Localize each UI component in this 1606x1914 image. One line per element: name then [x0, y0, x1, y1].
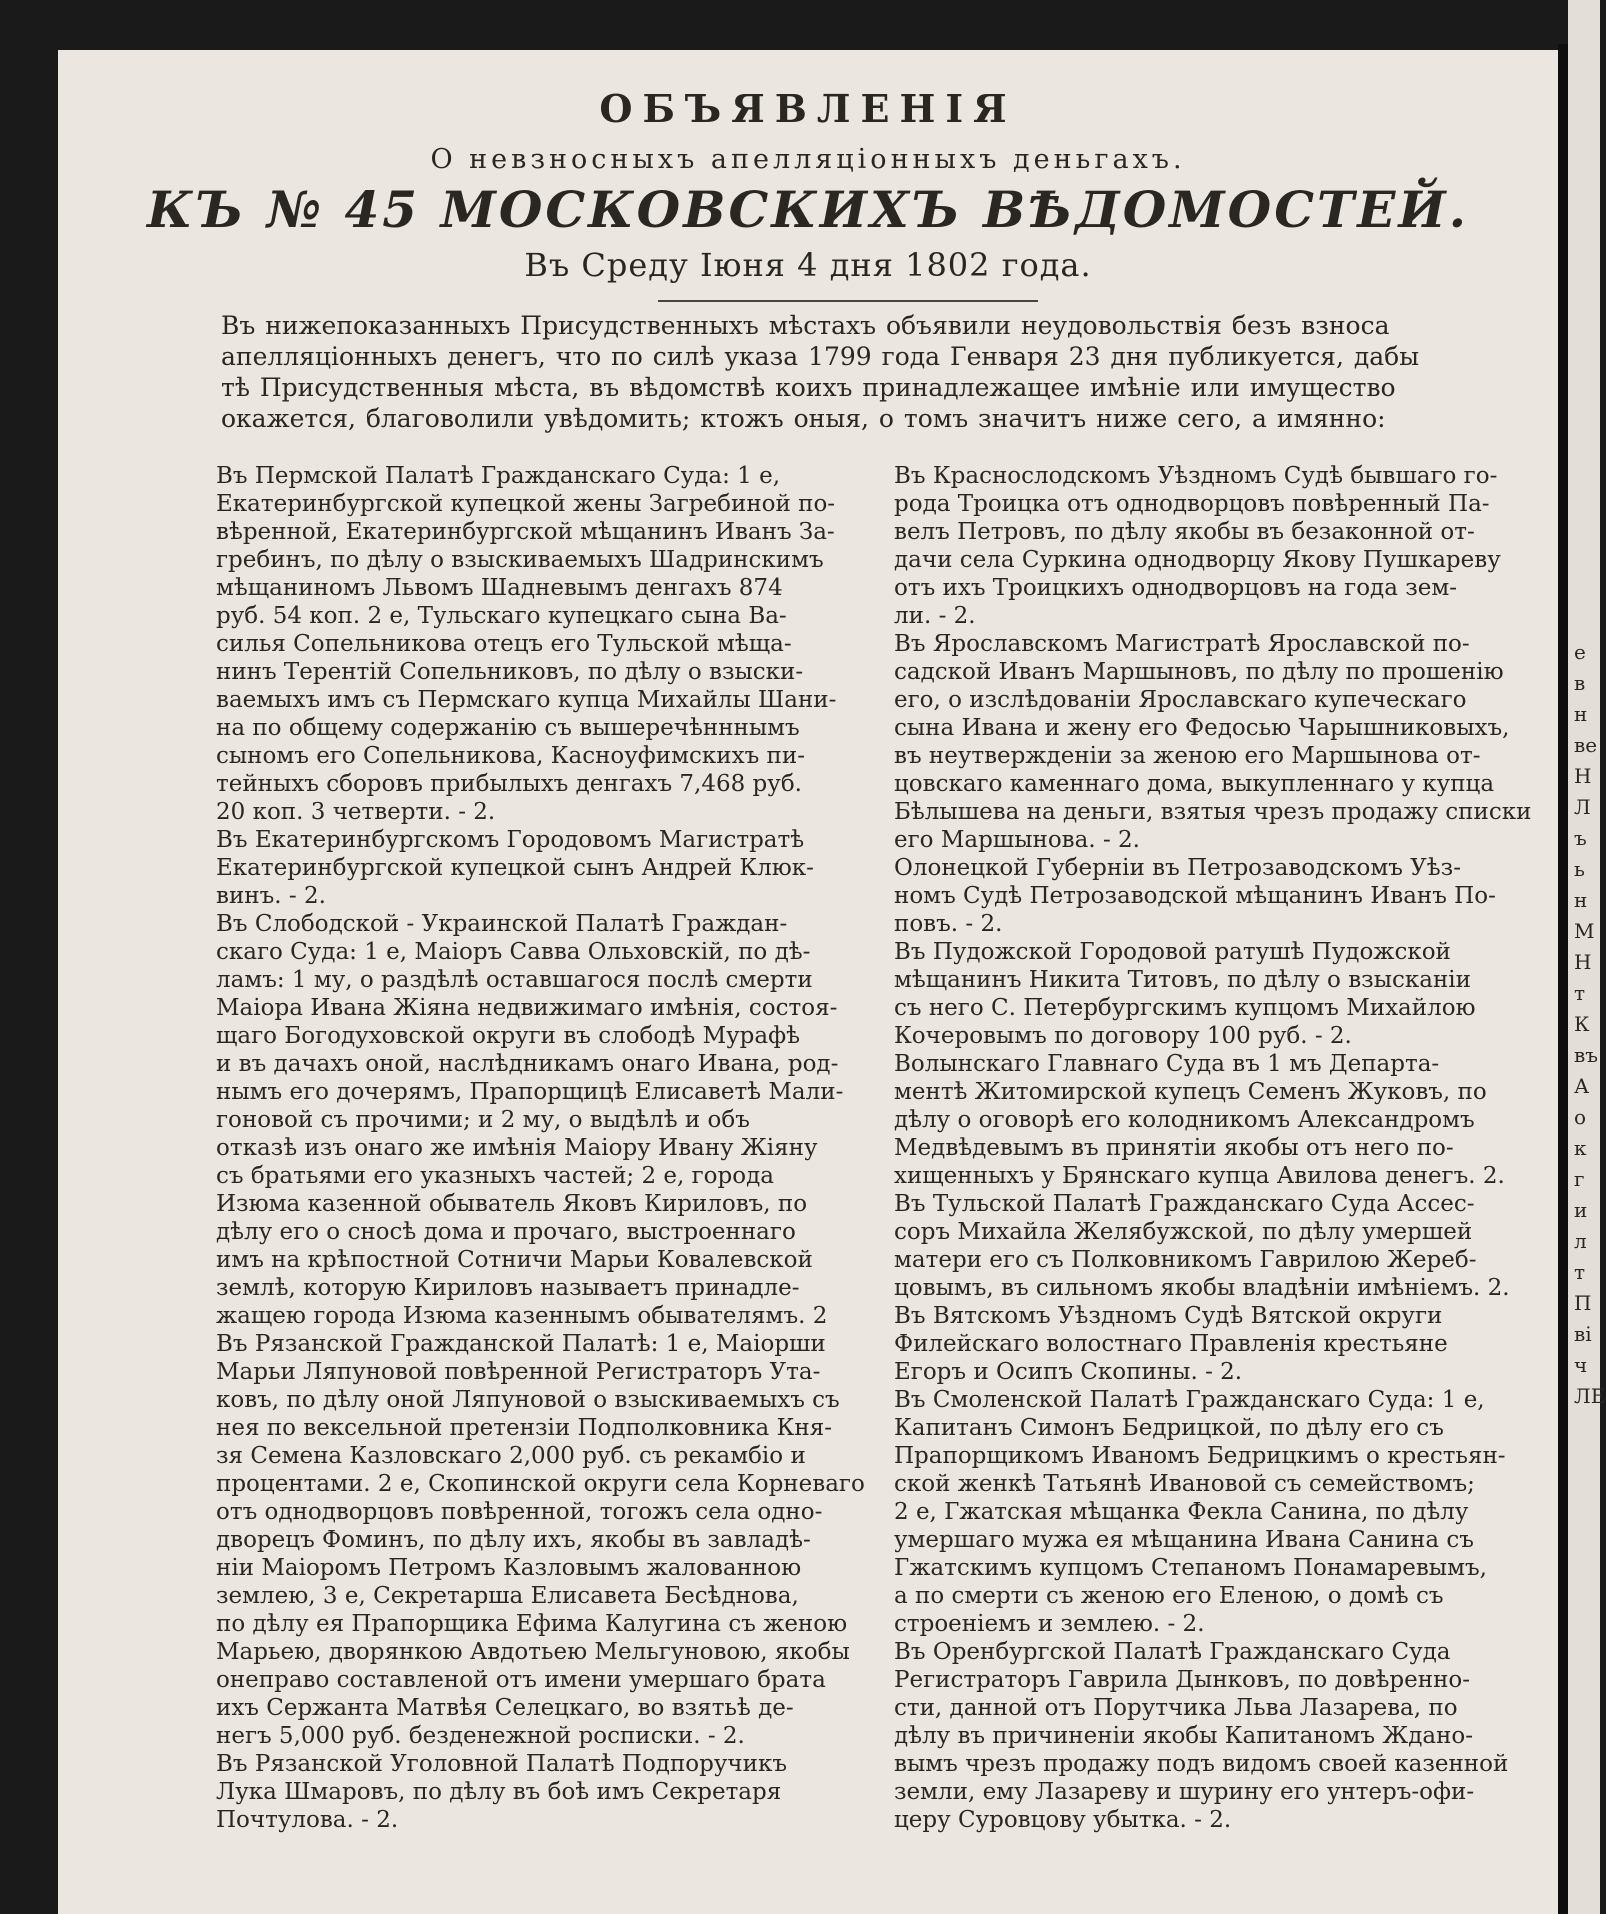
next-page-fragment: Н	[1574, 764, 1592, 788]
intro-line: окажется, благоволили увѣдомить; ктожъ оныя, о томъ значитъ ниже сего, а имянно:	[221, 404, 1386, 433]
text-line: матери его съ Полковникомъ Гаврилою Жереб-	[894, 1247, 1477, 1273]
next-page-fragment: и	[1574, 1198, 1588, 1222]
text-line: ихъ Сержанта Матвѣя Селецкаго, во взятьѣ де-	[216, 1695, 794, 1721]
left-column	[216, 462, 876, 1834]
text-line: негъ 5,000 руб. безденежной росписки. - 2.	[216, 1723, 745, 1749]
text-line: Въ Тульской Палатѣ Гражданскаго Суда Ассес-	[894, 1191, 1475, 1217]
text-line: зя Семена Казловскаго 2,000 руб. съ рекамбіо и	[216, 1443, 806, 1469]
text-line: Волынскаго Главнаго Суда въ 1 мъ Департа-	[894, 1051, 1440, 1077]
next-page-fragment: ЛЕ	[1574, 1384, 1606, 1408]
text-line: Прапорщикомъ Иваномъ Бедрицкимъ о крестьян-	[894, 1443, 1506, 1469]
text-line: Въ Смоленской Палатѣ Гражданскаго Суда: 1 е,	[894, 1387, 1485, 1413]
text-line: тейныхъ сборовъ прибылыхъ денгахъ 7,468 руб.	[216, 771, 802, 797]
text-line: дѣлу въ причиненіи якобы Капитаномъ Ждано-	[894, 1723, 1474, 1749]
next-page-fragment: А	[1574, 1074, 1590, 1098]
text-line: его, о изслѣдованіи Ярославскаго купеческаго	[894, 687, 1467, 713]
text-line: и въ дачахъ оной, наслѣдникамъ онаго Ивана, род-	[216, 1051, 839, 1077]
text-line: съ него С. Петербургскимъ купцомъ Михайлою	[894, 995, 1476, 1021]
text-line: Регистраторъ Гаврила Дынковъ, по довѣренно-	[894, 1667, 1471, 1693]
text-line: 20 коп. 3 четверти. - 2.	[216, 799, 496, 825]
text-line: Въ Пермской Палатѣ Гражданскаго Суда: 1 е,	[216, 463, 781, 489]
text-line: Въ Оренбургской Палатѣ Гражданскаго Суда	[894, 1639, 1451, 1665]
text-line: процентами. 2 е, Скопинской округи села Корневаго	[216, 1471, 865, 1497]
page-subtitle: О невзносныхъ апелляціонныхъ деньгахъ.	[430, 144, 1186, 175]
right-column	[894, 462, 1604, 1834]
text-line: церу Суровцову убытка. - 2.	[894, 1807, 1232, 1833]
next-page-fragment: Н	[1574, 950, 1592, 974]
text-line: строеніемъ и землею. - 2.	[894, 1611, 1205, 1637]
text-line: Почтулова. - 2.	[216, 1807, 399, 1833]
page-gutter	[1558, 44, 1568, 1914]
text-line: Егоръ и Осипъ Скопины. - 2.	[894, 1359, 1243, 1385]
text-line: а по смерти съ женою его Еленою, о домѣ съ	[894, 1583, 1444, 1609]
next-page-fragment: к	[1574, 1136, 1587, 1160]
intro-paragraph	[221, 310, 1606, 434]
intro-line: Въ нижепоказанныхъ Присудственныхъ мѣстахъ объявили неудовольствія безъ взноса	[221, 311, 1390, 340]
text-line: дѣлу его о сносѣ дома и прочаго, выстроеннаго	[216, 1219, 796, 1245]
text-line: повъ. - 2.	[894, 911, 1003, 937]
text-line: Екатеринбургской купецкой сынъ Андрей Клюк-	[216, 855, 814, 881]
intro-line: апелляціонныхъ денегъ, что по силѣ указа 1799 года Генваря 23 дня публикуется, дабы	[221, 342, 1420, 371]
text-line: Гжатскимъ купцомъ Степаномъ Понамаревымъ,	[894, 1555, 1487, 1581]
text-line: земли, ему Лазареву и шурину его унтеръ-офи-	[894, 1779, 1475, 1805]
text-line: сти, данной отъ Порутчика Льва Лазарева, по	[894, 1695, 1458, 1721]
next-page-fragment: в	[1574, 671, 1586, 695]
text-line: руб. 54 коп. 2 е, Тульскаго купецкаго сына Ва-	[216, 603, 787, 629]
text-line: Екатеринбургской купецкой жены Загребиной по-	[216, 491, 836, 517]
text-line: Въ Пудожской Городовой ратушѣ Пудожской	[894, 939, 1451, 965]
text-line: рода Троицка отъ однодворцовъ повѣренный Па-	[894, 491, 1490, 517]
text-line: 2 е, Гжатская мѣщанка Фекла Санина, по дѣлу	[894, 1499, 1469, 1525]
newspaper-page	[58, 50, 1558, 1914]
next-page-fragment: л	[1574, 1229, 1587, 1253]
next-page-fragment: ь	[1574, 857, 1585, 881]
text-line: Изюма казенной обыватель Яковъ Кириловъ, по	[216, 1191, 808, 1217]
text-line: отказѣ изъ онаго же имѣнія Маіору Ивану Жіяну	[216, 1135, 818, 1161]
issue-date: Въ Среду Іюня 4 дня 1802 года.	[524, 246, 1092, 284]
text-line: мѣщаниномъ Львомъ Шадневымъ денгахъ 874	[216, 575, 783, 601]
text-line: дачи села Суркина однодворцу Якову Пушкареву	[894, 547, 1501, 573]
next-page-fragment: М	[1574, 919, 1595, 943]
intro-line: тѣ Присудственныя мѣста, въ вѣдомствѣ коихъ принадлежащее имѣніе или имущество	[221, 373, 1396, 402]
text-line: щаго Богодуховской округи въ слободѣ Мурафѣ	[216, 1023, 800, 1049]
text-line: его Маршынова. - 2.	[894, 827, 1140, 853]
issue-title: КЪ № 45 МОСКОВСКИХЪ ВѢДОМОСТЕЙ.	[147, 180, 1469, 239]
text-line: ламъ: 1 му, о раздѣлѣ оставшагося послѣ смерти	[216, 967, 813, 993]
text-line: ніи Маіоромъ Петромъ Казловымъ жалованною	[216, 1555, 802, 1581]
text-line: цовымъ, въ сильномъ якобы владѣніи имѣніемъ. 2.	[894, 1275, 1510, 1301]
text-line: онеправо составленой отъ имени умершаго брата	[216, 1667, 826, 1693]
text-line: Въ Екатеринбургскомъ Городовомъ Магистратѣ	[216, 827, 805, 853]
next-page-fragment: Л	[1574, 795, 1591, 819]
text-line: Филейскаго волостнаго Правленія крестьяне	[894, 1331, 1448, 1357]
text-line: Марьи Ляпуновой повѣренной Регистраторъ Ута-	[216, 1359, 821, 1385]
text-line: Марьею, дворянкою Авдотьею Мельгуновою, якобы	[216, 1639, 850, 1665]
text-line: Въ Вятскомъ Уѣздномъ Судѣ Вятской округи	[894, 1303, 1443, 1329]
next-page-fragment: н	[1574, 702, 1588, 726]
text-line: гоновой съ прочими; и 2 му, о выдѣлѣ и объ	[216, 1107, 750, 1133]
text-line: Лука Шмаровъ, по дѣлу въ боѣ имъ Секретаря	[216, 1779, 782, 1805]
text-line: Медвѣдевымъ въ принятіи якобы отъ него по-	[894, 1135, 1454, 1161]
text-line: скаго Суда: 1 е, Маіоръ Савва Ольховскій, по дѣ-	[216, 939, 811, 965]
next-page-fragment: П	[1574, 1291, 1592, 1315]
text-line: вымъ чрезъ продажу подъ видомъ своей казенной	[894, 1751, 1509, 1777]
text-line: садской Иванъ Маршыновъ, по дѣлу по прошенію	[894, 659, 1504, 685]
page-title: ОБЪЯВЛЕНІЯ	[599, 86, 1017, 131]
next-page-fragment: о	[1574, 1105, 1587, 1129]
text-line: Капитанъ Симонъ Бедрицкой, по дѣлу его съ	[894, 1415, 1444, 1441]
next-page-fragment: т	[1574, 1260, 1586, 1284]
next-page-fragment: н	[1574, 888, 1588, 912]
text-line: Въ Рязанской Уголовной Палатѣ Подпоручикъ	[216, 1751, 787, 1777]
text-line: силья Сопельникова отецъ его Тульской мѣща-	[216, 631, 792, 657]
text-line: умершаго мужа ея мѣщанина Ивана Санина съ	[894, 1527, 1474, 1553]
text-line: Бѣлышева на деньги, взятыя чрезъ продажу списки	[894, 799, 1532, 825]
text-line: Кочеровымъ по договору 100 руб. - 2.	[894, 1023, 1352, 1049]
text-line: Въ Ярославскомъ Магистратѣ Ярославской по-	[894, 631, 1470, 657]
text-line: мѣщанинъ Никита Титовъ, по дѣлу о взысканіи	[894, 967, 1471, 993]
next-page-fragment: ъ	[1574, 826, 1587, 850]
text-line: винъ. - 2.	[216, 883, 326, 909]
text-line: отъ однодворцовъ повѣренной, тогожъ села одно-	[216, 1499, 823, 1525]
header-rule	[658, 300, 1038, 302]
next-page-fragment: К	[1574, 1012, 1590, 1036]
text-line: имъ на крѣпостной Сотничи Марьи Ковалевской	[216, 1247, 813, 1273]
text-line: гребинъ, по дѣлу о взыскиваемыхъ Шадринскимъ	[216, 547, 824, 573]
text-line: ментѣ Житомирской купецъ Семенъ Жуковъ, по	[894, 1079, 1487, 1105]
text-line: на по общему содержанію съ вышеречѣнннымъ	[216, 715, 800, 741]
next-page-fragment: въ	[1574, 1043, 1598, 1067]
text-line: хищенныхъ у Брянскаго купца Авилова денегъ. 2.	[894, 1163, 1505, 1189]
text-line: ваемыхъ имъ съ Пермскаго купца Михайлы Шани-	[216, 687, 837, 713]
next-page-edge	[1568, 0, 1606, 1914]
text-line: нымъ его дочерямъ, Прапорщицѣ Елисаветѣ Мали-	[216, 1079, 844, 1105]
next-page-fragment: ве	[1574, 733, 1598, 757]
text-line: ской женкѣ Татьянѣ Ивановой съ семействомъ;	[894, 1471, 1475, 1497]
text-line: по дѣлу ея Прапорщика Ефима Калугина съ женою	[216, 1611, 848, 1637]
text-line: ковъ, по дѣлу оной Ляпуновой о взыскиваемыхъ съ	[216, 1387, 840, 1413]
text-line: цовскаго каменнаго дома, выкупленнаго у купца	[894, 771, 1495, 797]
next-page-fragment: ч	[1574, 1353, 1588, 1377]
text-line: номъ Судѣ Петрозаводской мѣщанинъ Иванъ По-	[894, 883, 1496, 909]
text-line: Въ Рязанской Гражданской Палатѣ: 1 е, Маіорши	[216, 1331, 826, 1357]
text-line: землею, 3 е, Секретарша Елисавета Бесѣднова,	[216, 1583, 799, 1609]
text-line: нинъ Терентій Сопельниковъ, по дѣлу о взыски-	[216, 659, 804, 685]
text-line: ли. - 2.	[894, 603, 976, 629]
text-line: Въ Слободской - Украинской Палатѣ Граждан-	[216, 911, 788, 937]
text-line: вѣренной, Екатеринбургской мѣщанинъ Иванъ За-	[216, 519, 835, 545]
text-line: въ неутвержденіи за женою его Маршынова от-	[894, 743, 1481, 769]
text-line: велъ Петровъ, по дѣлу якобы въ безаконной от-	[894, 519, 1475, 545]
next-page-fragment: е	[1574, 640, 1586, 664]
next-page-fragment: т	[1574, 981, 1586, 1005]
text-line: Олонецкой Губерніи въ Петрозаводскомъ Уѣз-	[894, 855, 1461, 881]
text-line: соръ Михайла Желябужской, по дѣлу умершей	[894, 1219, 1473, 1245]
text-line: отъ ихъ Троицкихъ однодворцовъ на года зем-	[894, 575, 1458, 601]
text-line: нея по вексельной претензіи Подполковника Кня-	[216, 1415, 832, 1441]
text-line: Маіора Ивана Жіяна недвижимаго имѣнія, состоя-	[216, 995, 838, 1021]
text-line: землѣ, которую Кириловъ называетъ принадле-	[216, 1275, 800, 1301]
text-line: дѣлу о оговорѣ его колодникомъ Александромъ	[894, 1107, 1475, 1133]
next-page-fragment: ві	[1574, 1322, 1592, 1346]
text-line: дворецъ Фоминъ, по дѣлу ихъ, якобы въ завладѣ-	[216, 1527, 811, 1553]
text-line: сына Ивана и жену его Федосью Чарышниковыхъ,	[894, 715, 1510, 741]
text-line: Въ Краснослодскомъ Уѣздномъ Судѣ бывшаго го-	[894, 463, 1498, 489]
text-line: жащею города Изюма казеннымъ обывателямъ. 2	[216, 1303, 828, 1329]
next-page-fragment: г	[1574, 1167, 1585, 1191]
text-line: съ братьями его указныхъ частей; 2 е, города	[216, 1163, 774, 1189]
text-line: сыномъ его Сопельникова, Касноуфимскихъ пи-	[216, 743, 805, 769]
